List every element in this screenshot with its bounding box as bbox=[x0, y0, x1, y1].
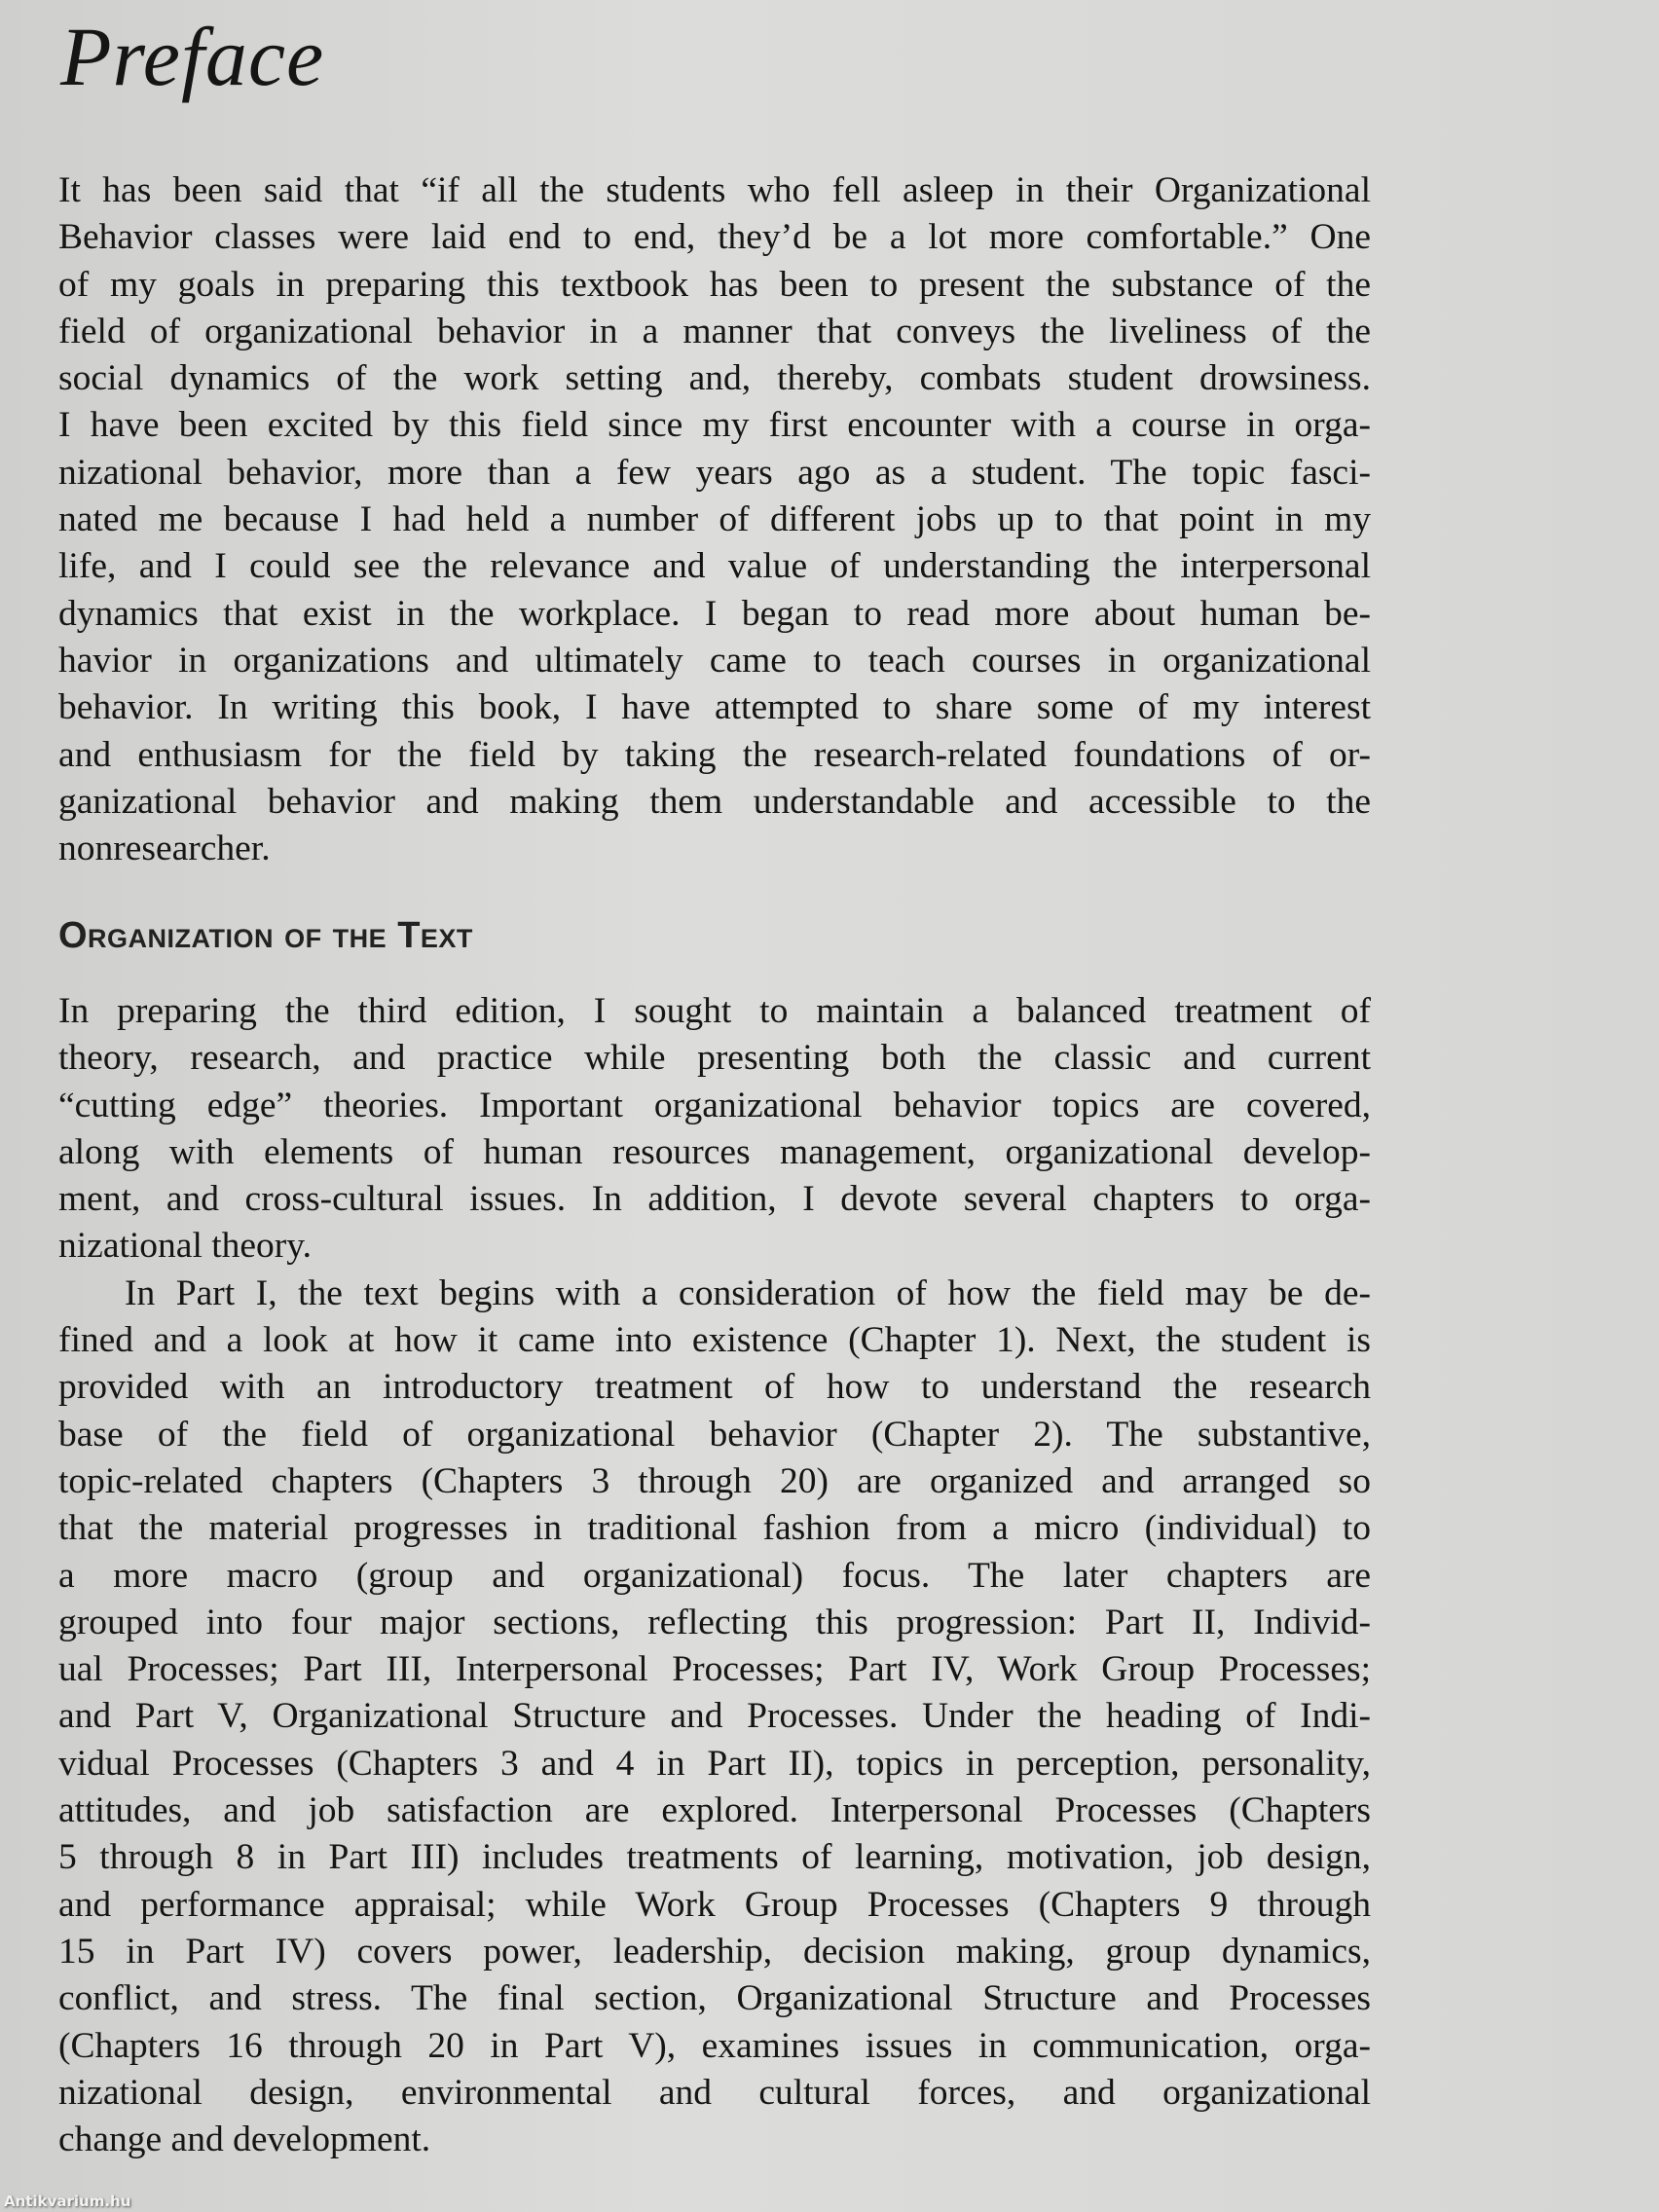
text-line: social dynamics of the work setting and, thereby, combats student drowsiness. bbox=[58, 358, 1371, 399]
text-line: theory, research, and practice while presenting both the classic and current bbox=[58, 1038, 1371, 1079]
text-line: life, and I could see the relevance and value of understanding the interpersonal bbox=[58, 546, 1371, 587]
watermark-logo: Antikvarium.hu bbox=[4, 2193, 131, 2210]
paragraph-edition bbox=[58, 988, 1371, 1271]
text-line: of my goals in preparing this textbook has been to present the substance of the bbox=[58, 264, 1371, 305]
text-line: nizational theory. bbox=[58, 1226, 312, 1267]
paragraph-organization bbox=[58, 988, 1371, 2163]
text-line: dynamics that exist in the workplace. I began to read more about human be- bbox=[58, 593, 1371, 634]
text-line: It has been said that “if all the students who fell asleep in their Organizational bbox=[58, 170, 1371, 210]
paragraph-parts bbox=[58, 1271, 1371, 2164]
text-line: that the material progresses in traditional fashion from a micro (individual) to bbox=[58, 1508, 1371, 1549]
text-line: topic-related chapters (Chapters 3 through 20) are organized and arranged so bbox=[58, 1460, 1371, 1501]
text-line: and performance appraisal; while Work Group Processes (Chapters 9 through bbox=[58, 1884, 1371, 1925]
text-line: a more macro (group and organizational) focus. The later chapters are bbox=[58, 1555, 1371, 1596]
section-heading: Organization of the Text bbox=[58, 915, 473, 956]
text-line: along with elements of human resources management, organizational develop- bbox=[58, 1131, 1371, 1172]
text-line: base of the field of organizational behavior (Chapter 2). The substantive, bbox=[58, 1414, 1371, 1455]
text-line: nated me because I had held a number of different jobs up to that point in my bbox=[58, 499, 1371, 540]
text-line: change and development. bbox=[58, 2120, 431, 2160]
text-line: attitudes, and job satisfaction are explored. Interpersonal Processes (Chapters bbox=[58, 1790, 1371, 1831]
text-line: field of organizational behavior in a manner that conveys the liveliness of the bbox=[58, 311, 1371, 351]
paragraph-intro bbox=[58, 167, 1371, 872]
text-line: conflict, and stress. The final section, Organizational Structure and Processes bbox=[58, 1978, 1371, 2019]
text-line: nizational behavior, more than a few years ago as a student. The topic fasci- bbox=[58, 452, 1371, 493]
text-line: In Part I, the text begins with a consideration of how the field may be de- bbox=[125, 1272, 1371, 1313]
text-line: nonresearcher. bbox=[58, 829, 271, 869]
text-line: I have been excited by this field since my first encounter with a course in orga- bbox=[58, 405, 1371, 446]
text-line: Behavior classes were laid end to end, they’d be a lot more comfortable.” One bbox=[58, 217, 1371, 258]
text-line: 5 through 8 in Part III) includes treatments of learning, motivation, job design, bbox=[58, 1837, 1371, 1878]
text-line: “cutting edge” theories. Important organizational behavior topics are covered, bbox=[58, 1085, 1371, 1125]
text-line: (Chapters 16 through 20 in Part V), examines issues in communication, orga- bbox=[58, 2025, 1371, 2066]
text-line: grouped into four major sections, reflecting this progression: Part II, Individ- bbox=[58, 1602, 1371, 1642]
page-title: Preface bbox=[60, 10, 325, 103]
text-line: ganizational behavior and making them understandable and accessible to the bbox=[58, 781, 1371, 822]
text-line: and enthusiasm for the field by taking the research-related foundations of or- bbox=[58, 734, 1371, 775]
text-line: and Part V, Organizational Structure and Processes. Under the heading of Indi- bbox=[58, 1696, 1371, 1737]
text-line: fined and a look at how it came into existence (Chapter 1). Next, the student is bbox=[58, 1320, 1371, 1361]
text-line: nizational design, environmental and cultural forces, and organizational bbox=[58, 2072, 1371, 2113]
text-line: vidual Processes (Chapters 3 and 4 in Part II), topics in perception, personality, bbox=[58, 1743, 1371, 1784]
text-line: ual Processes; Part III, Interpersonal Processes; Part IV, Work Group Processes; bbox=[58, 1649, 1371, 1690]
text-line: behavior. In writing this book, I have attempted to share some of my interest bbox=[58, 687, 1371, 728]
text-line: havior in organizations and ultimately came to teach courses in organizational bbox=[58, 640, 1371, 681]
text-line: In preparing the third edition, I sought to maintain a balanced treatment of bbox=[58, 991, 1371, 1031]
text-line: 15 in Part IV) covers power, leadership, decision making, group dynamics, bbox=[58, 1931, 1371, 1972]
text-line: ment, and cross-cultural issues. In addition, I devote several chapters to orga- bbox=[58, 1179, 1371, 1220]
text-line: provided with an introductory treatment of how to understand the research bbox=[58, 1367, 1371, 1408]
